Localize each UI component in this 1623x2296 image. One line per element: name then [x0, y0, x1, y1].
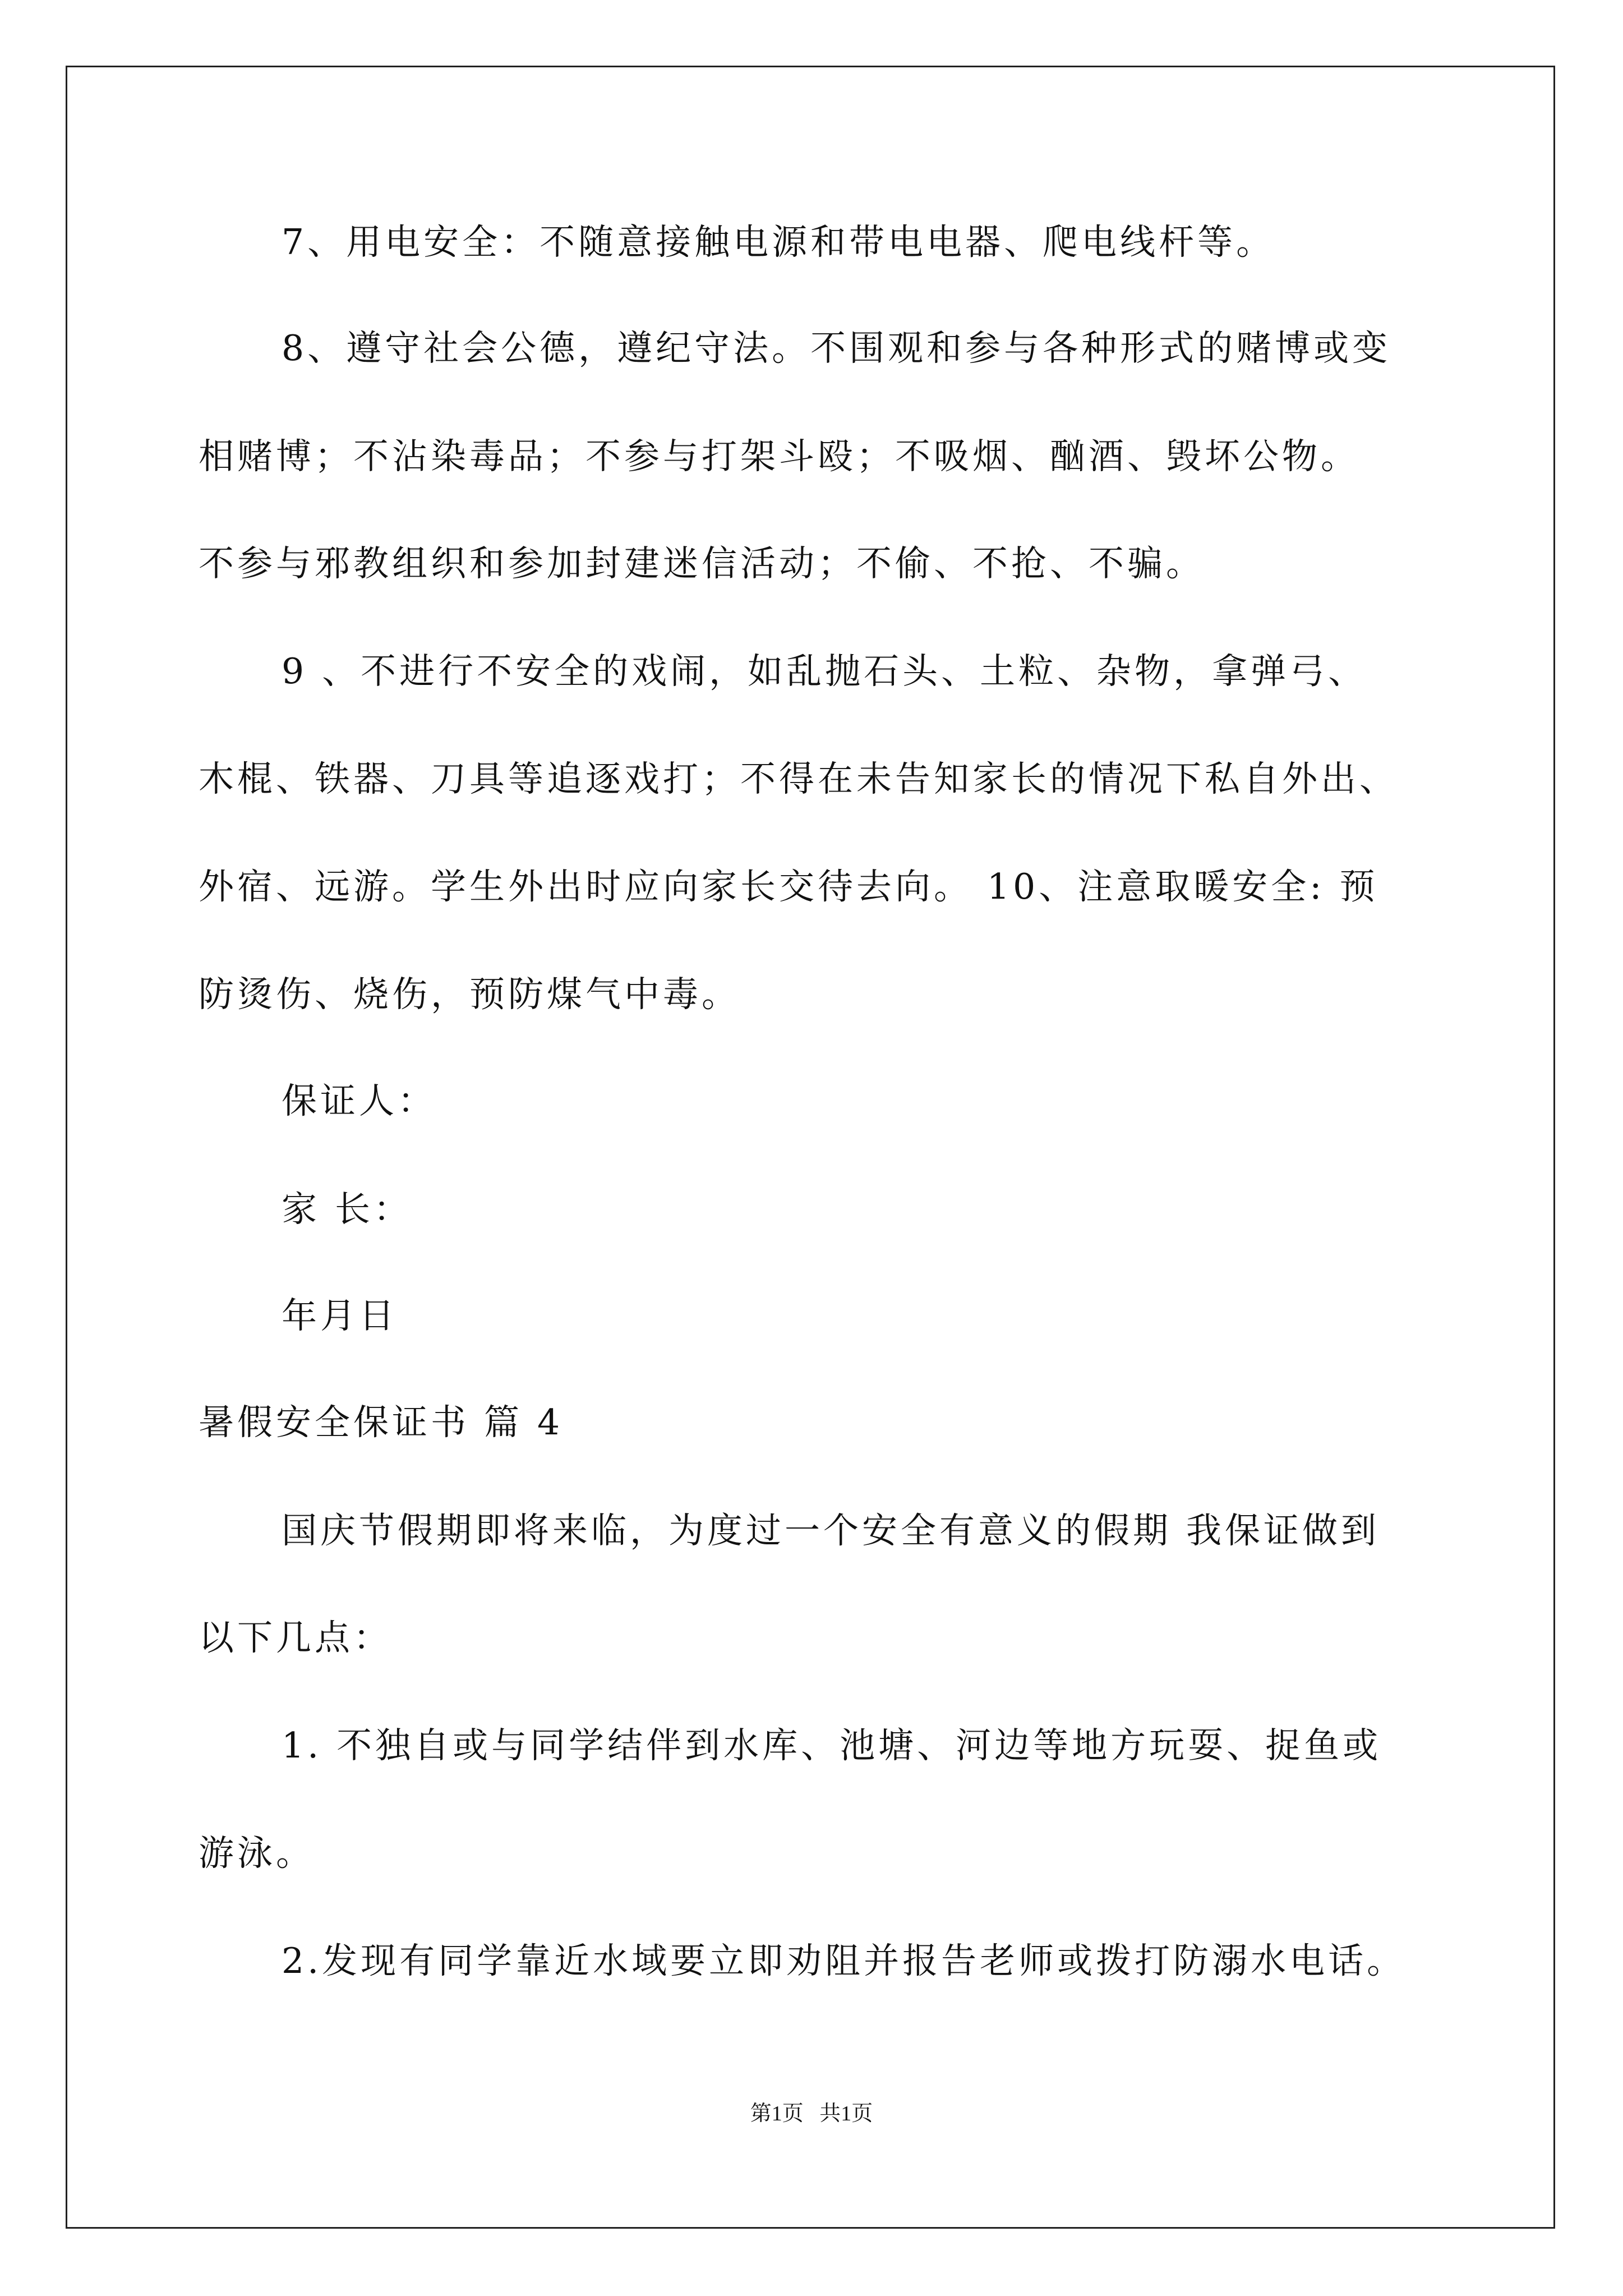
- date-label: 年月日: [282, 1295, 398, 1336]
- guarantor-label: 保证人：: [282, 1080, 436, 1121]
- section-heading: 暑假安全保证书 篇 4: [199, 1402, 564, 1443]
- text-line-3: 相赌博；不沾染毒品；不参与打架斗殴；不吸烟、酗酒、毁坏公物。: [199, 436, 1359, 477]
- text-line-1: 7、用电安全：不随意接触电源和带电电器、爬电线杆等。: [282, 222, 1275, 263]
- text-line-16: 游泳。: [199, 1833, 315, 1874]
- text-line-6: 木棍、铁器、刀具等追逐戏打；不得在未告知家长的情况下私自外出、: [199, 758, 1398, 799]
- text-line-7: 外宿、远游。学生外出时应向家长交待去向。 10、注意取暖安全: 预: [199, 866, 1378, 907]
- text-line-2: 8、遵守社会公德，遵纪守法。不围观和参与各种形式的赌博或变: [282, 328, 1391, 369]
- text-line-14: 以下几点：: [199, 1617, 392, 1658]
- text-line-13: 国庆节假期即将来临，为度过一个安全有意义的假期 我保证做到: [282, 1510, 1380, 1551]
- text-line-8: 防烫伤、烧伤，预防煤气中毒。: [199, 974, 740, 1015]
- parent-label: 家 长：: [282, 1189, 413, 1230]
- page-footer: 第1页 共1页: [750, 2102, 873, 2125]
- page-frame: [66, 66, 1555, 2229]
- text-line-4: 不参与邪教组织和参加封建迷信活动；不偷、不抢、不骗。: [199, 543, 1205, 584]
- text-line-5: 9 、不进行不安全的戏闹，如乱抛石头、土粒、杂物，拿弹弓、: [282, 651, 1367, 692]
- text-line-17: 2.发现有同学靠近水域要立即劝阻并报告老师或拨打防溺水电话。: [282, 1940, 1406, 1981]
- text-line-15: 1. 不独自或与同学结伴到水库、池塘、河边等地方玩耍、捉鱼或: [282, 1725, 1382, 1766]
